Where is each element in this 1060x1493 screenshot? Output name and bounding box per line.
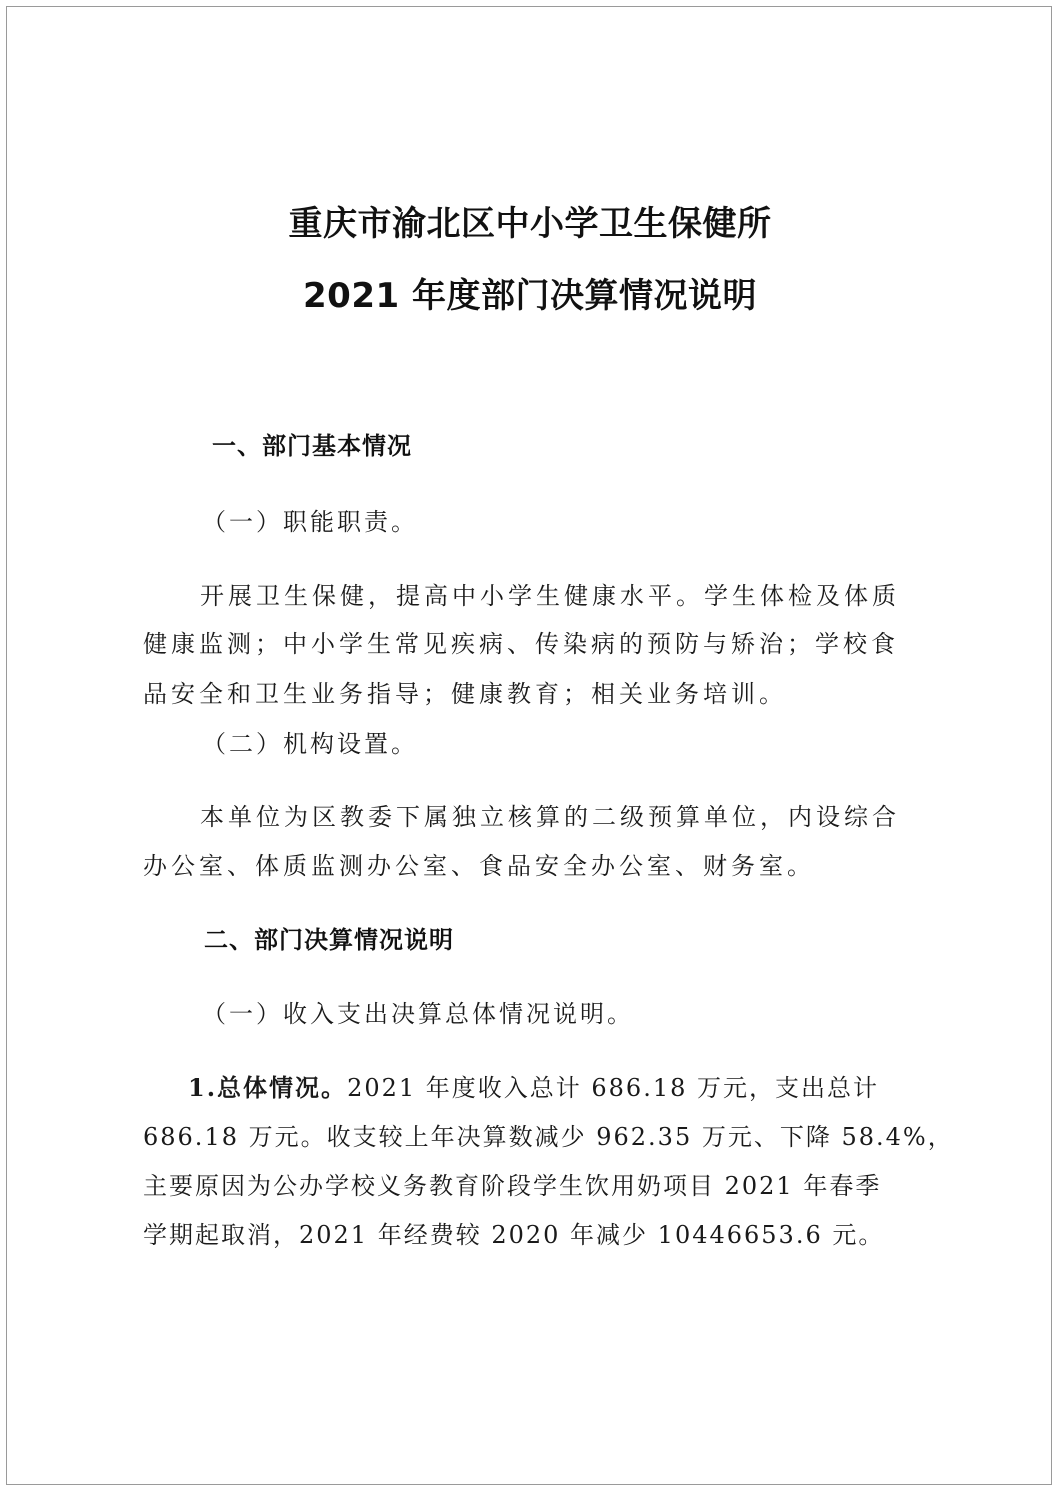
section2-paragraph-line1 [188,1068,879,1103]
section2-paragraph-line3: 主要原因为公办学校义务教育阶段学生饮用奶项目 2021 年春季 [143,1172,882,1200]
section2-paragraph-line4: 学期起取消，2021 年经费较 2020 年减少 10446653.6 元。 [143,1221,885,1249]
paragraph-lead: 1.总体情况。 [188,1073,348,1102]
section1-sub1-label: （一）职能职责。 [202,508,418,536]
section1-sub2-line1: 本单位为区教委下属独立核算的二级预算单位，内设综合 [200,803,900,831]
section1-sub2-line2: 办公室、体质监测办公室、食品安全办公室、财务室。 [143,852,815,880]
section1-sub1-line1: 开展卫生保健，提高中小学生健康水平。学生体检及体质 [200,582,900,610]
paragraph-line1-text: 2021 年度收入总计 686.18 万元，支出总计 [347,1074,880,1102]
section2-heading: 二、部门决算情况说明 [204,926,454,954]
section1-sub1-line3: 品安全和卫生业务指导；健康教育；相关业务培训。 [143,680,787,708]
document-title-line2: 2021 年度部门决算情况说明 [303,276,757,316]
document-title-line1: 重庆市渝北区中小学卫生保健所 [288,204,772,244]
section2-sub1-label: （一）收入支出决算总体情况说明。 [202,1000,634,1028]
section1-heading: 一、部门基本情况 [212,432,412,460]
section1-sub1-line2: 健康监测；中小学生常见疾病、传染病的预防与矫治；学校食 [143,630,899,658]
section2-paragraph-line2: 686.18 万元。收支较上年决算数减少 962.35 万元、下降 58.4%， [143,1123,954,1151]
section1-sub2-label: （二）机构设置。 [202,730,418,758]
